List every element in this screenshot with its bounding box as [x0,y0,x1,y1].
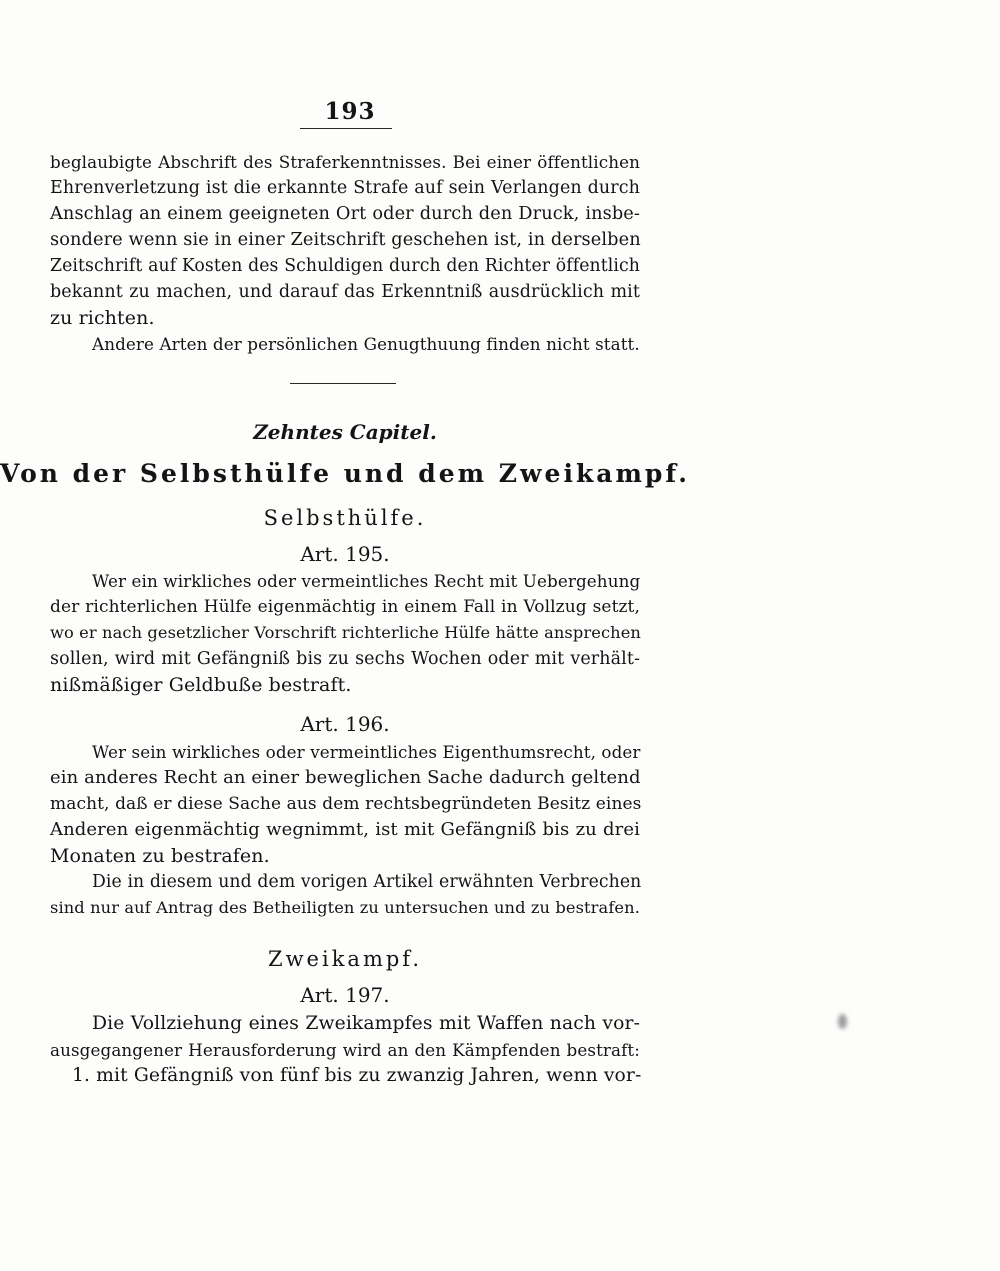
chapter-title: Von der Selbsthülfe und dem Zweikampf. [0,459,690,488]
text-line: macht, daß er diese Sache aus dem rechtsbegründeten Besitz eines [50,794,642,814]
text-line: bekannt zu machen, und darauf das Erkenntniß ausdrücklich mit [50,282,640,302]
text-line: ein anderes Recht an einer beweglichen Sache dadurch geltend [50,767,641,788]
text-line: sollen, wird mit Gefängniß bis zu sechs Wochen oder mit verhält- [50,649,640,669]
article-label-197: Art. 197. [300,983,390,1007]
text-line: Anderen eigenmächtig wegnimmt, ist mit Gefängniß bis zu drei [50,819,640,840]
text-line: ausgegangener Herausforderung wird an den Kämpfenden bestraft: [50,1040,640,1060]
text-line: sind nur auf Antrag des Betheiligten zu untersuchen und zu bestrafen. [50,898,640,917]
scan-speck [838,1014,847,1029]
article-label-196: Art. 196. [300,712,390,736]
text-line: Andere Arten der persönlichen Genugthuung finden nicht statt. [92,334,640,354]
chapter-label: Zehntes Capitel. [253,420,437,444]
page-number: 193 [324,98,376,125]
text-line: Zeitschrift auf Kosten des Schuldigen durch den Richter öffentlich [50,256,640,276]
text-line: wo er nach gesetzlicher Vorschrift richterliche Hülfe hätte ansprechen [50,623,641,642]
text-line: Monaten zu bestrafen. [50,845,270,867]
text-line: nißmäßiger Geldbuße bestraft. [50,674,352,696]
page-number-rule [300,128,392,129]
text-line: Die Vollziehung eines Zweikampfes mit Waffen nach vor- [92,1013,640,1034]
article-label-195: Art. 195. [300,542,390,566]
list-item: 1. mit Gefängniß von fünf bis zu zwanzig Jahren, wenn vor- [72,1065,642,1086]
section-heading-zweikampf: Zweikampf. [267,947,422,971]
section-divider [290,383,396,384]
text-line: sondere wenn sie in einer Zeitschrift geschehen ist, in derselben [50,230,641,250]
text-line: Die in diesem und dem vorigen Artikel erwähnten Verbrechen [92,872,642,892]
text-line: Ehrenverletzung ist die erkannte Strafe auf sein Verlangen durch [50,178,640,198]
text-line: Wer ein wirkliches oder vermeintliches Recht mit Uebergehung [92,571,641,591]
text-line: Wer sein wirkliches oder vermeintliches Eigenthumsrecht, oder [92,742,641,762]
text-line: beglaubigte Abschrift des Straferkenntnisses. Bei einer öffentlichen [50,152,640,172]
text-line: der richterlichen Hülfe eigenmächtig in einem Fall in Vollzug setzt, [50,597,640,617]
section-heading-selbsthuelfe: Selbsthülfe. [263,506,427,530]
text-line: Anschlag an einem geeigneten Ort oder durch den Druck, insbe- [50,204,640,224]
text-line: zu richten. [50,307,155,329]
